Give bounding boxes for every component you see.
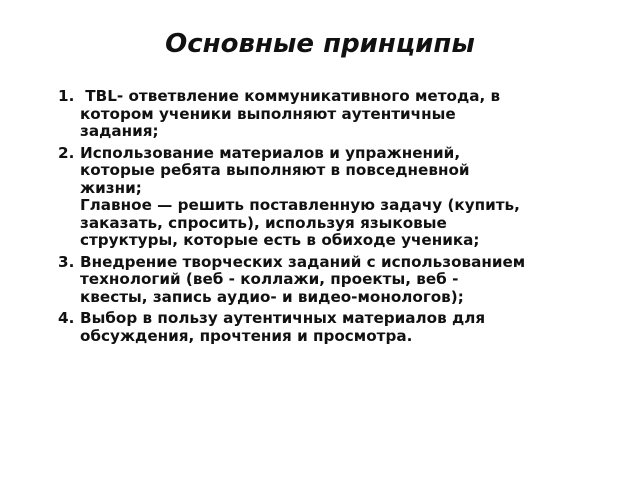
- list-item-number: 4.: [58, 309, 75, 327]
- list-item-line: обсуждения, прочтения и просмотра.: [80, 326, 413, 345]
- list-item-line: котором ученики выполняют аутентичные: [80, 104, 456, 123]
- list-item: [58, 88, 598, 141]
- list-item-number: 2.: [58, 143, 75, 162]
- list-item: [58, 145, 598, 250]
- list-item-line: квесты, запись аудио- и видео-монологов);: [80, 287, 464, 306]
- list-item-line: Внедрение творческих заданий с использованием: [80, 252, 526, 271]
- list-item: [58, 254, 598, 307]
- list-item-line: TBL- ответвление коммуникативного метода, в: [80, 87, 501, 105]
- list-item-number: 3.: [58, 252, 75, 271]
- list-item-line: которые ребята выполняют в повседневной: [80, 161, 470, 179]
- list-item-line: Главное — решить поставленную задачу (купить,: [80, 196, 520, 214]
- list-item-number: 1.: [58, 87, 75, 105]
- list-item-line: жизни;: [80, 178, 142, 197]
- list-item-line: задания;: [80, 122, 159, 140]
- principles-list: [58, 88, 598, 349]
- list-item-line: Использование материалов и упражнений,: [80, 143, 461, 162]
- list-item-line: технологий (веб - коллажи, проекты, веб -: [80, 270, 459, 288]
- list-item-line: структуры, которые есть в обиходе ученика;: [80, 231, 480, 249]
- list-item-line: Выбор в пользу аутентичных материалов для: [80, 309, 486, 327]
- list-item: [58, 310, 598, 345]
- list-item-line: заказать, спросить), используя языковые: [80, 213, 447, 232]
- slide-title: Основные принципы: [165, 29, 475, 59]
